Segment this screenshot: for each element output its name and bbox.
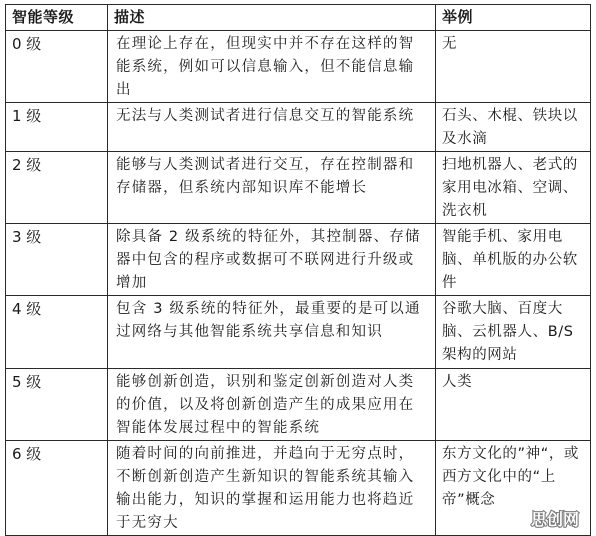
level-cell: 6 级 (6, 441, 108, 536)
example-cell: 谷歌大脑、百度大脑、云机器人、B/S 架构的网站 (436, 296, 591, 369)
example-cell: 石头、木棍、铁块以及水滴 (436, 103, 591, 152)
description-cell: 无法与人类测试者进行信息交互的智能系统 (108, 103, 436, 152)
header-level: 智能等级 (6, 5, 108, 31)
description-cell: 包含 3 级系统的特征外，最重要的是可以通过网络与其他智能系统共享信息和知识 (108, 296, 436, 369)
table-row (6, 31, 591, 103)
example-cell: 人类 (436, 369, 591, 441)
level-cell: 0 级 (6, 31, 108, 103)
description-cell: 在理论上存在，但现实中并不存在这样的智能系统，例如可以信息输入，但不能信息输出 (108, 31, 436, 103)
description-cell: 除具备 2 级系统的特征外，其控制器、存储器中包含的程序或数据可不联网进行升级或增加 (108, 224, 436, 296)
level-cell: 5 级 (6, 369, 108, 441)
description-cell: 能够与人类测试者进行交互，存在控制器和存储器，但系统内部知识库不能增长 (108, 152, 436, 224)
watermark-logo (522, 506, 588, 532)
example-cell: 东方文化的”神“，或西方文化中的“上帝”概念 (436, 441, 591, 536)
level-cell: 4 级 (6, 296, 108, 369)
level-cell: 2 级 (6, 152, 108, 224)
description-cell: 随着时间的向前推进，并趋向于无穷点时，不断创新创造产生新知识的智能系统其输入输出能力，知识的掌握和运用能力也将趋近于无穷大 (108, 441, 436, 536)
table-row (6, 441, 591, 536)
table-row (6, 224, 591, 296)
classification-table-frame (5, 4, 590, 531)
example-cell: 扫地机器人、老式的家用电冰箱、空调、洗衣机 (436, 152, 591, 224)
level-cell: 3 级 (6, 224, 108, 296)
table-header-row (6, 5, 591, 31)
table-row (6, 103, 591, 152)
table-row (6, 152, 591, 224)
header-example: 举例 (436, 5, 591, 31)
example-cell: 无 (436, 31, 591, 103)
table-row (6, 296, 591, 369)
intelligence-level-table (5, 4, 591, 536)
description-cell: 能够创新创造，识别和鉴定创新创造对人类的价值，以及将创新创造产生的成果应用在智能体发展过程中的智能系统 (108, 369, 436, 441)
watermark-text: 思创网 (530, 510, 580, 529)
table-row (6, 369, 591, 441)
header-description: 描述 (108, 5, 436, 31)
level-cell: 1 级 (6, 103, 108, 152)
example-cell: 智能手机、家用电脑、单机版的办公软件 (436, 224, 591, 296)
